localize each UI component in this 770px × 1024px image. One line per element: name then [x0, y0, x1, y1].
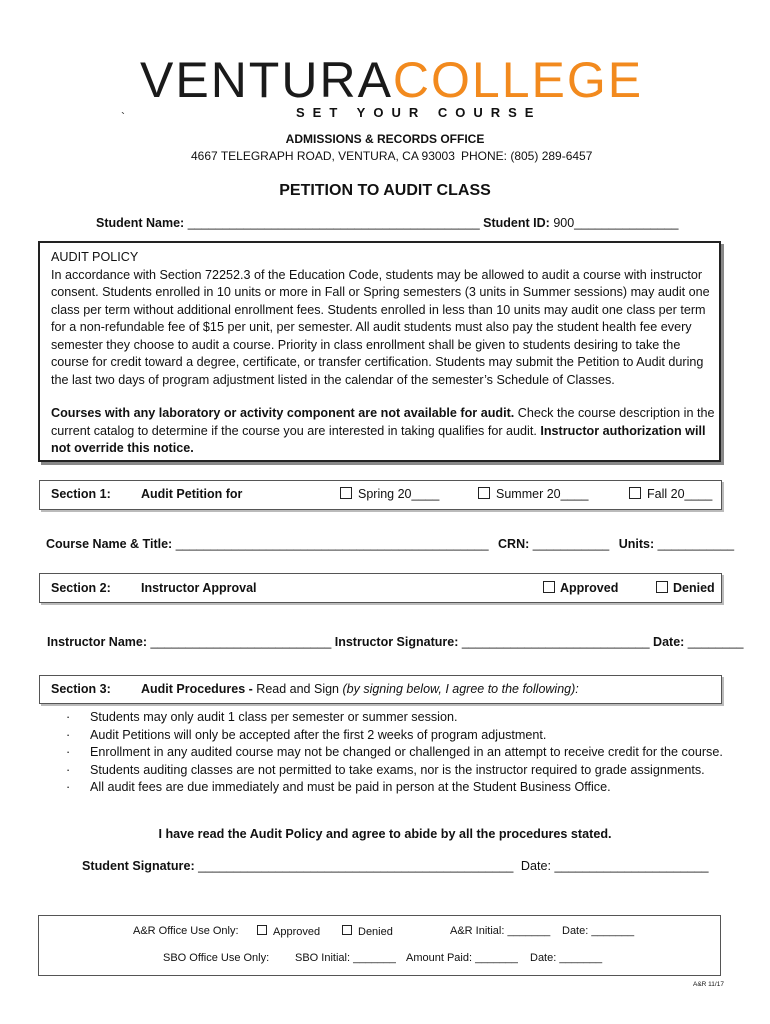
- bullet: ·: [66, 710, 71, 724]
- amount-paid-field[interactable]: Amount Paid: _______: [406, 952, 518, 964]
- section-3-title: Audit Procedures -: [141, 682, 253, 696]
- ar-denied-checkbox[interactable]: [342, 925, 352, 935]
- ar-office-label: A&R Office Use Only:: [133, 925, 239, 937]
- procedure-text: Students auditing classes are not permitted to take exams, nor is the instructor required to grade assignments.: [90, 762, 705, 777]
- ar-denied-option[interactable]: [342, 925, 393, 938]
- sbo-office-label: SBO Office Use Only:: [163, 952, 270, 964]
- denied-option[interactable]: [656, 581, 715, 595]
- summer-checkbox[interactable]: [478, 487, 490, 499]
- section-2-title: Instructor Approval: [141, 581, 257, 595]
- procedure-text: Students may only audit 1 class per semester or summer session.: [90, 710, 458, 724]
- ar-initial-field[interactable]: A&R Initial: _______: [450, 925, 551, 937]
- bullet: ·: [66, 727, 71, 742]
- logo-tagline: SET YOUR COURSE: [296, 105, 542, 120]
- form-code: A&R 11/17: [693, 981, 724, 988]
- agreement-statement: I have read the Audit Policy and agree to abide by all the procedures stated.: [158, 827, 612, 841]
- section-1-label: Section 1:: [51, 487, 111, 501]
- bullet: ·: [66, 762, 71, 777]
- crn-field[interactable]: ___________: [532, 537, 610, 551]
- course-name-label: Course Name & Title:: [46, 537, 173, 551]
- sbo-date-field[interactable]: Date: _______: [530, 952, 603, 964]
- procedure-item: [66, 762, 726, 780]
- section-3-italic: (by signing below, I agree to the following):: [342, 682, 579, 696]
- summer-option[interactable]: [478, 487, 588, 501]
- fall-option[interactable]: [629, 487, 712, 501]
- instructor-date-label: Date:: [653, 635, 685, 649]
- section-3-label: Section 3:: [51, 682, 111, 696]
- student-signature-field[interactable]: _____________________________________________: [198, 859, 514, 873]
- ar-approved-option[interactable]: [257, 925, 320, 938]
- logo-college: COLLEGE: [392, 52, 644, 108]
- approved-option[interactable]: [543, 581, 618, 595]
- section-2-label: Section 2:: [51, 581, 111, 595]
- signature-date-field[interactable]: ______________________: [554, 859, 709, 873]
- procedure-text: Audit Petitions will only be accepted after the first 2 weeks of program adjustment.: [90, 727, 547, 742]
- fall-checkbox[interactable]: [629, 487, 641, 499]
- ar-approved-label: Approved: [273, 926, 321, 938]
- audit-policy-text: [51, 249, 716, 458]
- office-phone: PHONE: (805) 289-6457: [461, 149, 593, 163]
- instructor-name-label: Instructor Name:: [47, 635, 148, 649]
- student-signature-label: Student Signature:: [82, 859, 195, 873]
- ar-date-field[interactable]: Date: _______: [562, 925, 635, 937]
- stray-mark: `: [121, 110, 125, 124]
- fall-label: Fall 20____: [647, 487, 713, 501]
- instructor-signature-field[interactable]: ___________________________: [461, 635, 650, 649]
- instructor-signature-label: Instructor Signature:: [334, 635, 459, 649]
- policy-lab-notice: Courses with any laboratory or activity component are not available for audit.: [51, 406, 515, 420]
- logo-ventura: VENTURA: [140, 52, 393, 108]
- college-logo: [140, 52, 643, 108]
- crn-label: CRN:: [498, 537, 530, 551]
- instructor-date-field[interactable]: ________: [687, 635, 744, 649]
- student-id-prefix: 900: [553, 216, 575, 230]
- instructor-name-field[interactable]: __________________________: [150, 635, 332, 649]
- section-3-title-row: [141, 682, 579, 696]
- procedure-item: [66, 744, 726, 762]
- student-id-label: Student ID:: [483, 216, 550, 230]
- denied-label: Denied: [673, 581, 715, 595]
- approved-label: Approved: [560, 581, 619, 595]
- section-3-read: Read and Sign: [252, 682, 343, 696]
- units-label: Units:: [618, 537, 655, 551]
- bullet: ·: [66, 780, 71, 794]
- procedure-text: All audit fees are due immediately and must be paid in person at the Student Business Office.: [90, 780, 611, 794]
- policy-body: In accordance with Section 72252.3 of the Education Code, students may be allowed to audit a course with instructor consent. Students enrolled in 10 units or more in Fall or Spring semesters (3 units in Summer sessions) may audit one class per term without additional enrollment fees. Students enrolled in less than 10 units may audit one class per term for a non-refundable fee of $15 per unit, per semester. All audit students must also pay the student health fee every semester they choose to audit a course. Priority in class enrollment shall be given to students desiring to take the course for credit toward a degree, certificate, or transfer certification. Students may submit the Petition to Audit during the last two days of program adjustment listed in the calendar of the semester’s Schedule of Classes.: [51, 267, 710, 387]
- approved-checkbox[interactable]: [543, 581, 555, 593]
- course-name-field[interactable]: _____________________________________________: [175, 537, 489, 551]
- section-1-title: Audit Petition for: [141, 487, 243, 501]
- units-field[interactable]: ___________: [657, 537, 735, 551]
- course-info-row: [46, 537, 734, 551]
- procedure-item: [66, 779, 726, 797]
- student-signature-row: [82, 859, 709, 873]
- procedures-list: [66, 709, 726, 797]
- office-address: 4667 TELEGRAPH ROAD, VENTURA, CA 93003: [191, 149, 455, 163]
- student-name-field[interactable]: __________________________________________: [187, 216, 480, 230]
- spring-label: Spring 20____: [358, 487, 440, 501]
- student-name-label: Student Name:: [96, 216, 185, 230]
- policy-heading: AUDIT POLICY: [51, 250, 139, 264]
- office-name: ADMISSIONS & RECORDS OFFICE: [285, 132, 485, 146]
- procedure-item: [66, 727, 726, 745]
- page-title: PETITION TO AUDIT CLASS: [279, 182, 491, 199]
- student-id-field[interactable]: _______________: [574, 216, 679, 230]
- bullet: ·: [66, 745, 71, 759]
- student-info-row: [96, 216, 678, 230]
- policy-catalog-note: Check the course description in the current catalog to determine if the course you are interested in taking qualifies for audit.: [51, 406, 715, 438]
- procedure-item: [66, 709, 726, 727]
- summer-label: Summer 20____: [496, 487, 589, 501]
- ar-denied-label: Denied: [358, 926, 393, 938]
- signature-date-label: Date:: [520, 859, 551, 873]
- policy-override-notice: Instructor authorization will not override this notice.: [51, 423, 706, 455]
- spring-checkbox[interactable]: [340, 487, 352, 499]
- ar-approved-checkbox[interactable]: [257, 925, 267, 935]
- instructor-info-row: [47, 635, 743, 649]
- sbo-initial-field[interactable]: SBO Initial: _______: [295, 952, 396, 964]
- denied-checkbox[interactable]: [656, 581, 668, 593]
- spring-option[interactable]: [340, 487, 439, 501]
- procedure-text: Enrollment in any audited course may not be changed or challenged in an attempt to receive credit for the course.: [90, 745, 723, 759]
